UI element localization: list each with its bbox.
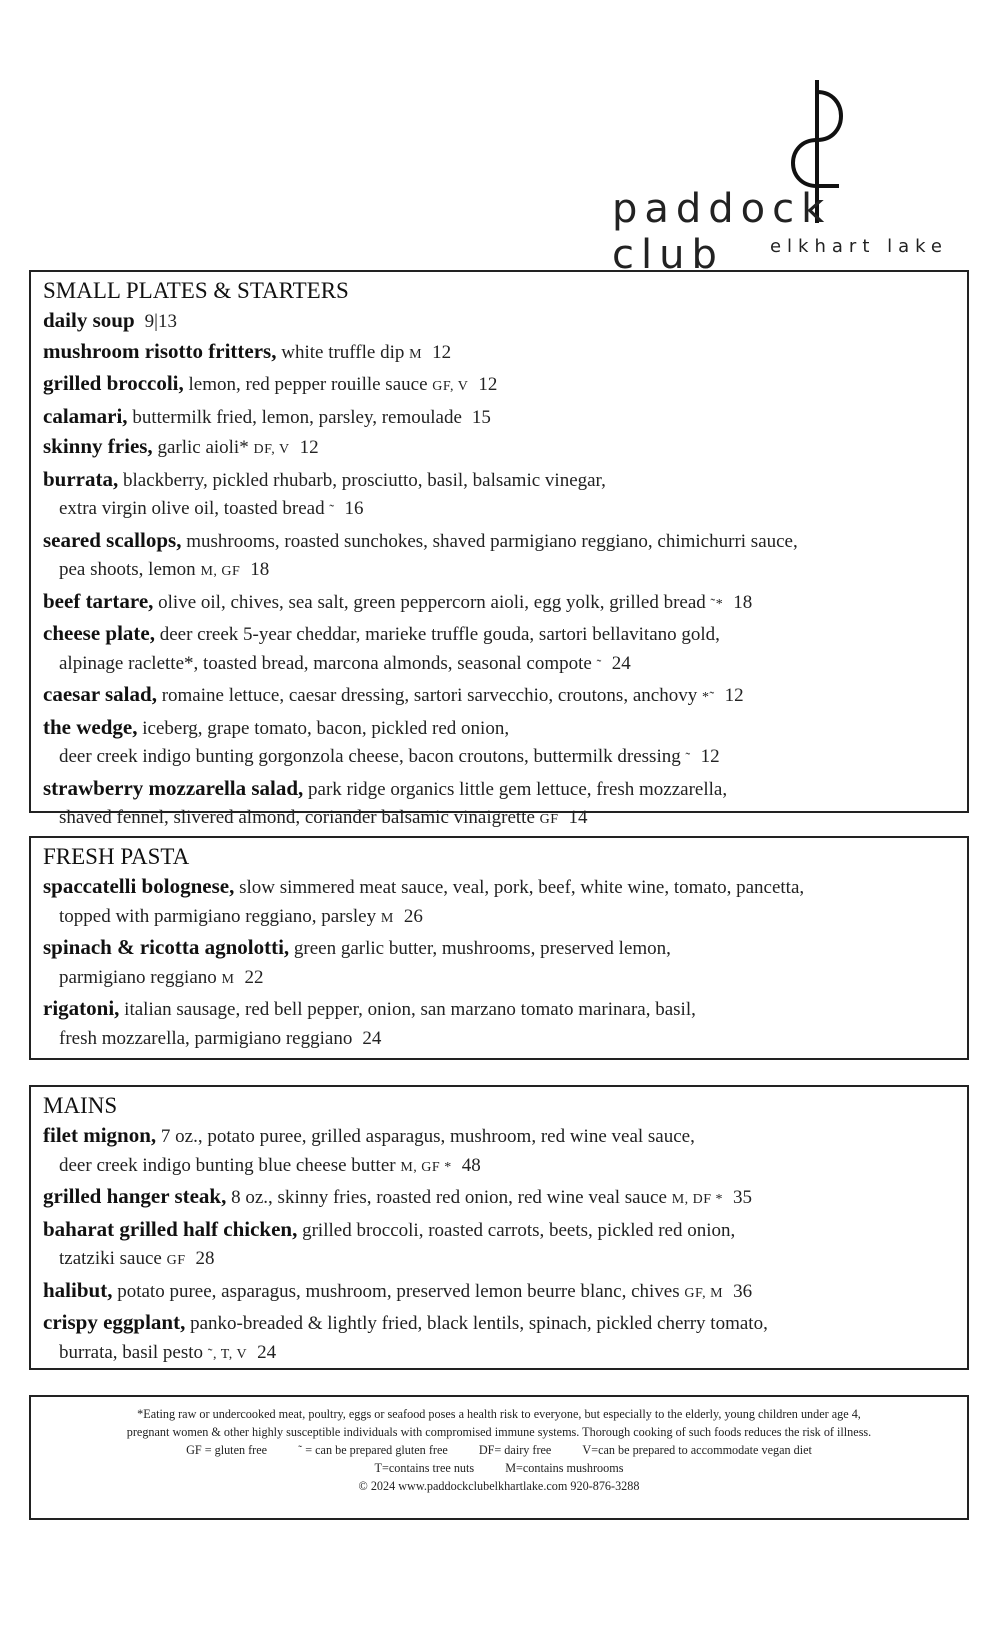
dietary-tag: ˜* <box>710 596 724 612</box>
item-description: lemon, red pepper rouille sauce <box>183 374 428 395</box>
item-name: filet mignon, <box>43 1123 157 1147</box>
logo-brand: paddock club <box>612 186 832 278</box>
dietary-tag: M <box>380 910 394 926</box>
dietary-tag: ˜ <box>596 657 602 673</box>
item-price: 26 <box>403 905 423 927</box>
legend-line-2 <box>45 1459 953 1477</box>
item-name: spaccatelli bolognese, <box>43 874 235 898</box>
menu-item <box>43 369 955 402</box>
item-description: olive oil, chives, sea salt, green peppercorn aioli, egg yolk, grilled bread <box>153 591 706 613</box>
legend-tilde: ˜ = can be prepared gluten free <box>298 1443 448 1457</box>
logo <box>612 78 952 278</box>
menu-item <box>43 587 955 620</box>
item-description: white truffle dip <box>276 341 405 363</box>
item-description-continued-text: deer creek indigo bunting blue cheese butter <box>59 1154 396 1176</box>
item-description: garlic aioli* <box>152 437 249 458</box>
item-description: mushrooms, roasted sunchokes, shaved parmigiano reggiano, chimichurri sauce, <box>181 530 798 552</box>
logo-subtitle: elkhart lake <box>769 236 948 257</box>
dietary-tag: ˜ <box>685 751 691 766</box>
menu-item <box>43 713 955 774</box>
item-description-continued <box>43 1339 955 1370</box>
section-title: SMALL PLATES & STARTERS <box>43 278 349 303</box>
menu-item <box>43 337 955 370</box>
dietary-tag: *˜ <box>701 690 715 705</box>
item-description: park ridge organics little gem lettuce, fresh mozzarella, <box>303 778 728 800</box>
item-description-continued-text: burrata, basil pesto <box>59 1341 204 1363</box>
item-name: halibut, <box>43 1277 113 1302</box>
item-description: green garlic butter, mushrooms, preserved lemon, <box>289 938 671 959</box>
item-price: 36 <box>733 1280 753 1302</box>
item-name: strawberry mozzarella salad, <box>43 775 304 800</box>
item-description-continued-text: extra virgin olive oil, toasted bread <box>59 498 325 519</box>
item-description-continued <box>43 556 955 587</box>
item-description: blackberry, pickled rhubarb, prosciutto, basil, balsamic vinegar, <box>118 469 606 491</box>
item-price: 18 <box>250 559 270 580</box>
item-description-continued-text: parmigiano reggiano <box>59 966 217 988</box>
item-price: 48 <box>461 1154 481 1176</box>
section-title: FRESH PASTA <box>43 844 190 869</box>
item-description: deer creek 5-year cheddar, marieke truffle gouda, sartori bellavitano gold, <box>154 624 720 645</box>
menu-item <box>43 1308 955 1369</box>
item-name: the wedge, <box>43 714 138 739</box>
item-name: skinny fries, <box>43 434 153 458</box>
item-description: romaine lettuce, caesar dressing, sartori sarvecchio, croutons, anchovy <box>156 685 698 706</box>
item-name: spinach & ricotta agnolotti, <box>43 935 290 959</box>
item-description-continued <box>43 804 955 835</box>
item-description-continued <box>43 495 955 526</box>
item-price: 35 <box>733 1187 753 1208</box>
dietary-tag: ˜, T, V <box>207 1346 248 1362</box>
item-description-continued-text: pea shoots, lemon <box>59 559 196 580</box>
item-description-continued-text: deer creek indigo bunting gorgonzola cheese, bacon croutons, buttermilk dressing <box>59 746 681 767</box>
menu-item <box>43 774 955 835</box>
item-price: 22 <box>244 966 264 988</box>
menu-item <box>43 1121 955 1182</box>
legend-gf: GF = gluten free <box>186 1443 268 1457</box>
menu-item <box>43 526 955 587</box>
dietary-tag: M <box>221 971 235 987</box>
item-name: baharat grilled half chicken, <box>43 1216 298 1241</box>
menu-item <box>43 680 955 713</box>
item-description-continued-text: shaved fennel, slivered almond, coriander balsamic vinaigrette <box>59 807 535 828</box>
dietary-tag: GF <box>539 812 559 827</box>
item-name: burrata, <box>43 466 119 491</box>
item-price: 14 <box>568 807 588 828</box>
legend-t: T=contains tree nuts <box>374 1461 475 1475</box>
dietary-tag: M <box>409 346 423 362</box>
menu-item <box>43 619 955 680</box>
dietary-tag: M, DF * <box>671 1192 724 1207</box>
item-description: 8 oz., skinny fries, roasted red onion, red wine veal sauce <box>226 1187 667 1208</box>
item-description: potato puree, asparagus, mushroom, preserved lemon beurre blanc, chives <box>112 1280 680 1302</box>
item-description: slow simmered meat sauce, veal, pork, beef, white wine, tomato, pancetta, <box>234 877 805 898</box>
item-name: grilled hanger steak, <box>43 1184 227 1208</box>
menu-item <box>43 432 955 465</box>
item-description: 7 oz., potato puree, grilled asparagus, mushroom, red wine veal sauce, <box>156 1126 695 1147</box>
dietary-tag: DF, V <box>253 442 290 457</box>
menu-item <box>43 933 955 994</box>
item-price: 12 <box>724 685 744 706</box>
legend-m: M=contains mushrooms <box>505 1461 624 1475</box>
health-warning-line-2: pregnant women & other highly susceptible individuals with compromised immune systems. Thorough cooking of such foods reduces the risk of illness. <box>126 1425 872 1439</box>
menu-item <box>43 872 955 933</box>
section-fresh-pasta <box>29 836 969 1060</box>
menu-item <box>43 1276 955 1309</box>
menu-item <box>43 402 955 433</box>
dietary-tag: GF <box>166 1253 186 1268</box>
item-description-continued <box>43 964 955 995</box>
item-name: calamari, <box>43 403 128 428</box>
item-name: rigatoni, <box>43 996 120 1020</box>
item-price: 12 <box>700 746 720 767</box>
item-description-continued <box>43 1025 955 1054</box>
item-price: 16 <box>344 498 364 519</box>
section-small-plates <box>29 270 969 828</box>
legend-v: V=can be prepared to accommodate vegan diet <box>582 1443 812 1457</box>
item-name: mushroom risotto fritters, <box>43 338 277 363</box>
menu-item <box>43 1215 955 1276</box>
item-price: 18 <box>733 591 753 613</box>
dietary-tag: M, GF <box>200 564 241 579</box>
dietary-tag: GF, M <box>684 1285 724 1301</box>
item-price: 24 <box>611 652 631 674</box>
item-price: 24 <box>362 1027 382 1049</box>
footer <box>29 1395 969 1520</box>
item-description: italian sausage, red bell pepper, onion, san marzano tomato marinara, basil, <box>119 999 696 1020</box>
item-description: buttermilk fried, lemon, parsley, remoulade <box>127 406 462 428</box>
item-description-continued-text: fresh mozzarella, parmigiano reggiano <box>59 1027 353 1049</box>
legend-line-1 <box>45 1441 953 1459</box>
item-description-continued <box>43 650 955 681</box>
item-price: 15 <box>471 406 491 428</box>
legend-df: DF= dairy free <box>478 1443 552 1457</box>
item-price: 24 <box>257 1341 277 1363</box>
item-description: iceberg, grape tomato, bacon, pickled red onion, <box>137 717 510 739</box>
item-description-continued-text: tzatziki sauce <box>59 1248 162 1269</box>
item-name: seared scallops, <box>43 527 182 552</box>
menu-item <box>43 1182 955 1215</box>
dietary-tag: M, GF * <box>400 1159 452 1175</box>
item-name: crispy eggplant, <box>43 1310 186 1334</box>
item-name: beef tartare, <box>43 588 154 613</box>
section-title: MAINS <box>43 1093 118 1118</box>
item-price: 28 <box>195 1248 215 1269</box>
dietary-tag: ˜ <box>329 503 335 518</box>
menu-item <box>43 465 955 526</box>
item-description-continued <box>43 743 955 774</box>
item-name: caesar salad, <box>43 682 157 706</box>
menu-item <box>43 306 955 337</box>
item-description-continued <box>43 1245 955 1276</box>
item-description-continued <box>43 903 955 934</box>
item-price: 12 <box>478 374 498 395</box>
item-description-continued <box>43 1152 955 1183</box>
item-description: grilled broccoli, roasted carrots, beets, pickled red onion, <box>297 1219 736 1241</box>
dietary-tag: GF, V <box>432 379 469 394</box>
item-price: 9|13 <box>144 311 177 332</box>
item-description-continued-text: alpinage raclette*, toasted bread, marcona almonds, seasonal compote <box>59 652 592 674</box>
item-description-continued-text: topped with parmigiano reggiano, parsley <box>59 905 377 927</box>
item-name: cheese plate, <box>43 621 155 645</box>
item-name: grilled broccoli, <box>43 371 184 395</box>
item-price: 12 <box>432 341 452 363</box>
menu-item <box>43 994 955 1053</box>
section-mains <box>29 1085 969 1370</box>
health-warning-line-1: *Eating raw or undercooked meat, poultry, eggs or seafood poses a health risk to everyone, but especially to the elderly, young children under age 4, <box>137 1407 861 1421</box>
item-price: 12 <box>299 437 319 458</box>
item-description: panko-breaded & lightly fried, black lentils, spinach, pickled cherry tomato, <box>185 1313 768 1334</box>
item-name: daily soup <box>43 308 135 332</box>
copyright: © 2024 www.paddockclubelkhartlake.com 920-876-3288 <box>358 1479 640 1493</box>
